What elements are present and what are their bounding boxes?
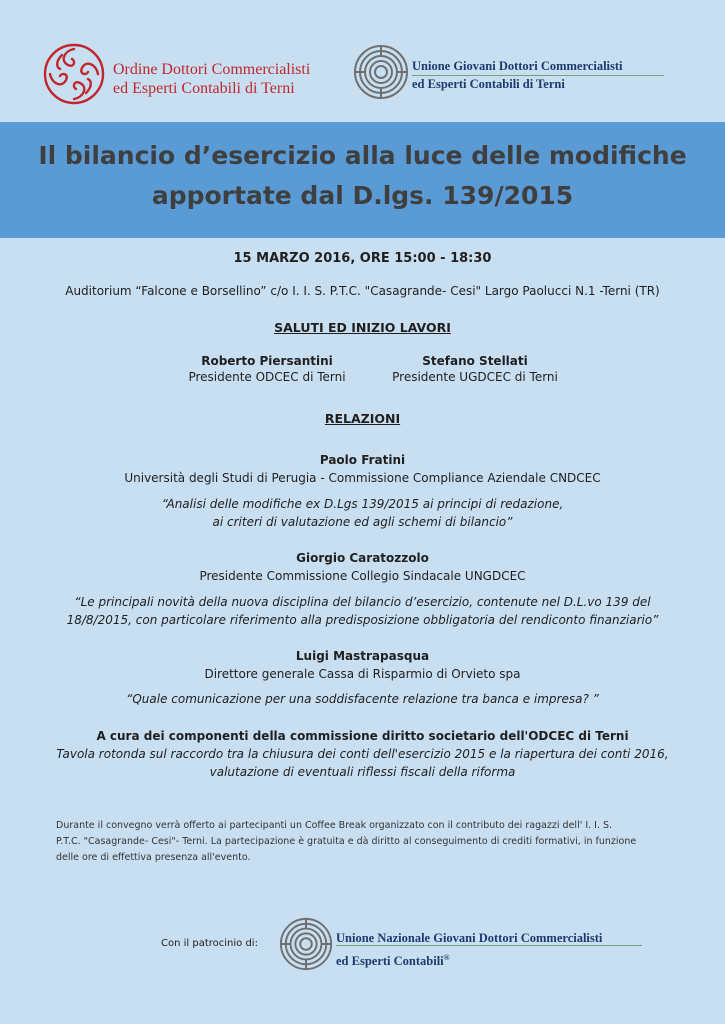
round-table-heading: A cura dei componenti della commissione diritto societario dell'ODCEC di Terni	[96, 729, 629, 743]
odcec-swirl-logo-icon	[42, 41, 106, 107]
ugdcec-divider	[412, 75, 664, 76]
title-line2: apportate dal D.lgs. 139/2015	[151, 181, 574, 210]
speaker-1-talk-line2: ai criteri di valutazione ed agli schemi di bilancio”	[212, 515, 513, 529]
event-notes	[56, 818, 676, 866]
patrocinio-label: Con il patrocinio di:	[161, 938, 258, 949]
person-name: Roberto Piersantini	[201, 354, 333, 368]
registered-mark: ®	[443, 953, 450, 962]
speaker-1-name: Paolo Fratini	[319, 453, 406, 467]
notes-line2: P.T.C. "Casagrande- Cesi"- Terni. La partecipazione è gratuita e dà diritto al conseguimento di crediti formativi, in funzione	[56, 836, 637, 847]
odcec-name-line1: Ordine Dottori Commercialisti	[113, 61, 311, 78]
ungdcec-logo-text	[336, 928, 602, 971]
odcec-logo	[42, 41, 106, 107]
speaker-2-name: Giorgio Caratozzolo	[296, 551, 429, 565]
saluti-person-2	[375, 354, 575, 384]
speaker-2-talk-line2: 18/8/2015, con particolare riferimento alla predisposizione obbligatoria del rendiconto finanziario”	[66, 613, 659, 627]
speaker-1-talk-line1: “Analisi delle modifiche ex D.Lgs 139/2015 ai principi di redazione,	[161, 497, 564, 511]
labyrinth-logo-icon	[278, 915, 334, 973]
labyrinth-logo-icon	[352, 42, 410, 102]
speaker-3-talk-line1: “Quale comunicazione per una soddisfacente relazione tra banca e impresa? ”	[126, 692, 599, 706]
notes-line3: delle ore di effettiva presenza all'evento.	[56, 852, 251, 863]
odcec-logo-text	[113, 60, 310, 98]
person-role: Presidente UGDCEC di Terni	[392, 370, 558, 384]
saluti-person-1	[167, 354, 367, 384]
round-table-line1: Tavola rotonda sul raccordo tra la chiusura dei conti dell'esercizio 2015 e la riapertura dei conti 2016,	[56, 747, 669, 761]
page-title	[0, 136, 725, 216]
speaker-2-role: Presidente Commissione Collegio Sindacale UNGDCEC	[199, 569, 526, 583]
round-table-line2: valutazione di eventuali riflessi fiscali della riforma	[209, 765, 516, 779]
relazioni-heading: RELAZIONI	[324, 411, 401, 426]
speaker-3-role: Direttore generale Cassa di Risparmio di Orvieto spa	[204, 667, 521, 681]
ungdcec-name-line2-text: ed Esperti Contabili	[336, 954, 444, 969]
ugdcec-name-line2: ed Esperti Contabili di Terni	[412, 77, 565, 91]
person-role: Presidente ODCEC di Terni	[188, 370, 346, 384]
speaker-3-name: Luigi Mastrapasqua	[295, 649, 430, 663]
saluti-heading: SALUTI ED INIZIO LAVORI	[274, 320, 451, 335]
notes-line1: Durante il convegno verrà offerto ai partecipanti un Coffee Break organizzato con il contributo dei ragazzi dell' I. I. S.	[56, 820, 613, 831]
ungdcec-name-line2	[336, 948, 602, 971]
event-venue: Auditorium “Falcone e Borsellino” c/o I. I. S. P.T.C. "Casagrande- Cesi" Largo Paolucci N.1 -Terni (TR)	[65, 284, 660, 298]
title-line1: Il bilancio d’esercizio alla luce delle modifiche	[38, 141, 687, 170]
speaker-2-talk-line1: “Le principali novità della nuova disciplina del bilancio d’esercizio, contenute nel D.L.vo 139 del	[74, 595, 651, 609]
person-name: Stefano Stellati	[422, 354, 528, 368]
ugdcec-logo	[352, 42, 410, 102]
speaker-1-role: Università degli Studi di Perugia - Commissione Compliance Aziendale CNDCEC	[124, 471, 601, 485]
event-date: 15 MARZO 2016, ORE 15:00 - 18:30	[233, 251, 492, 266]
ungdcec-divider	[336, 945, 642, 946]
ungdcec-logo	[278, 915, 334, 973]
ungdcec-name-line1: Unione Nazionale Giovani Dottori Commercialisti	[336, 931, 603, 945]
ugdcec-name-line1: Unione Giovani Dottori Commercialisti	[412, 59, 623, 73]
odcec-name-line2: ed Esperti Contabili di Terni	[113, 80, 295, 97]
